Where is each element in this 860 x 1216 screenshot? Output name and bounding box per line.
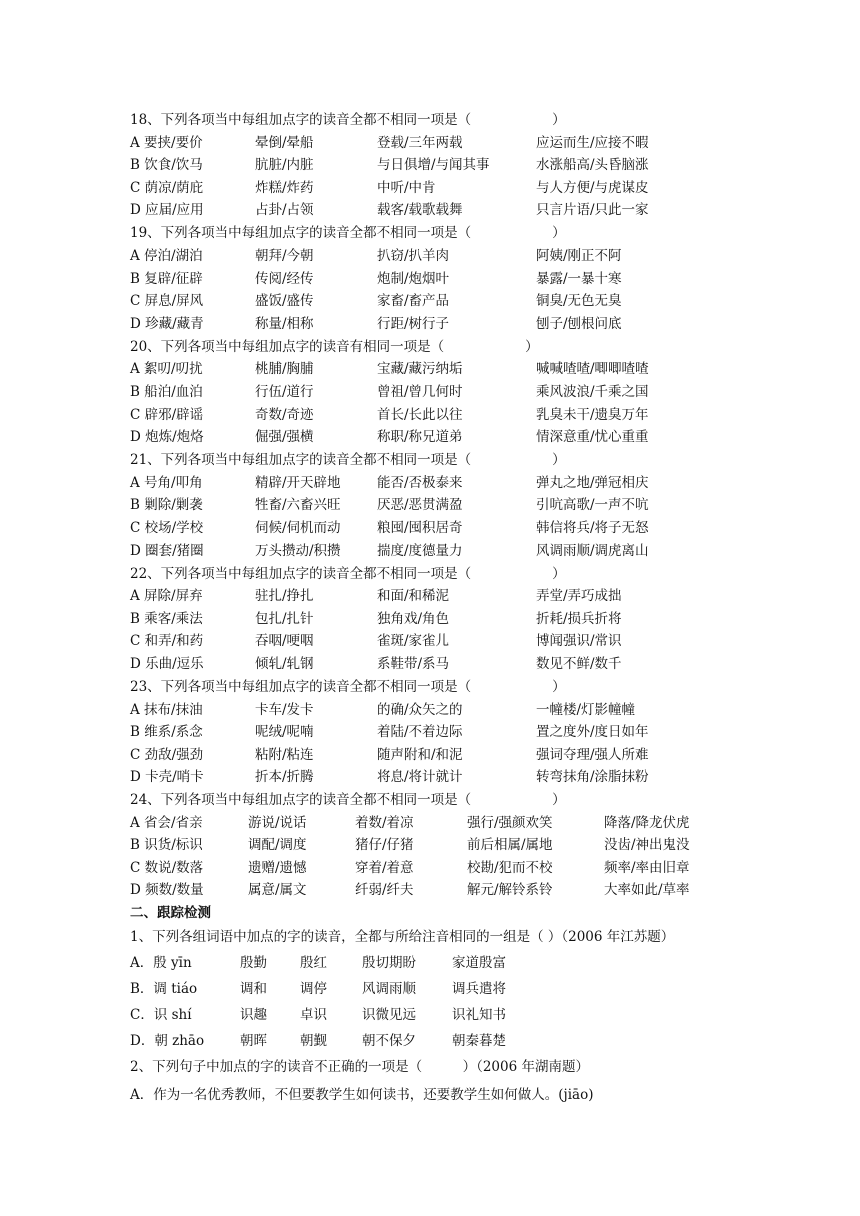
- option-cell: 倔强/强横: [255, 429, 314, 446]
- option-cell: 随声附和/和泥: [377, 746, 463, 763]
- tracking-option-cell: C．识 shí: [130, 1007, 192, 1023]
- option-cell: 和面/和稀泥: [377, 588, 450, 605]
- option-cell: 引吭高歌/一声不吭: [536, 497, 649, 514]
- option-cell: 晕倒/晕船: [255, 134, 314, 151]
- option-cell: 阿姨/刚正不阿: [536, 248, 622, 264]
- option-cell: 降落/降龙伏虎: [604, 814, 690, 831]
- option-cell: D 圈套/猪圈: [130, 542, 204, 559]
- option-cell: 牲畜/六畜兴旺: [255, 497, 341, 514]
- option-cell: 情深意重/忧心重重: [536, 429, 649, 446]
- option-cell: 传阅/经传: [255, 270, 314, 287]
- option-cell: 吞咽/哽咽: [255, 633, 314, 650]
- option-cell: 包扎/扎针: [255, 610, 314, 627]
- tracking-option-cell: 朝不保夕: [362, 1033, 416, 1049]
- option-cell: 奇数/奇迹: [255, 406, 314, 423]
- option-cell: 桃脯/胸脯: [255, 361, 314, 378]
- option-cell: 只言片语/只此一家: [536, 202, 649, 219]
- option-cell: 解元/解铃系铃: [467, 882, 553, 899]
- option-cell: 乳臭未干/遗臭万年: [536, 406, 649, 423]
- tracking-option-cell: 识微见远: [362, 1007, 416, 1023]
- option-cell: 宝藏/藏污纳垢: [377, 361, 463, 378]
- option-cell: 前后相属/属地: [467, 837, 553, 854]
- option-cell: B 复辟/征辟: [130, 270, 203, 287]
- option-cell: 精辟/开天辟地: [255, 474, 341, 491]
- option-cell: 置之度外/度日如年: [536, 724, 649, 741]
- option-cell: 登载/三年两载: [377, 134, 463, 151]
- option-cell: 揣度/度德量力: [377, 542, 463, 559]
- tracking-q2-title: 2、下列句子中加点的字的读音不正确的一项是（ ）（2006 年湖南题）: [130, 1059, 589, 1075]
- option-cell: 着数/着凉: [355, 814, 414, 831]
- option-cell: A 抹布/抹油: [130, 701, 203, 718]
- option-cell: 万头攒动/积攒: [255, 542, 341, 559]
- option-cell: D 应届/应用: [130, 202, 204, 219]
- option-cell: D 珍藏/藏青: [130, 315, 204, 332]
- option-cell: 暴露/一暴十寒: [536, 270, 622, 287]
- option-cell: D 乐曲/逗乐: [130, 656, 204, 672]
- option-cell: C 辟邪/辟谣: [130, 406, 204, 423]
- option-cell: 炮制/炮烟叶: [377, 270, 450, 287]
- tracking-option-cell: B．调 tiáo: [130, 981, 198, 997]
- option-cell: 铜臭/无色无臭: [536, 293, 622, 310]
- option-cell: 猪仔/仔猪: [355, 837, 414, 854]
- option-cell: D 频数/数量: [130, 882, 204, 899]
- option-cell: 首长/长此以往: [377, 406, 463, 423]
- tracking-q1-title: 1、下列各组词语中加点的字的读音，全都与所给注音相同的一组是（ ）（2006 年江苏题）: [130, 929, 675, 945]
- option-cell: 转弯抹角/涂脂抹粉: [536, 769, 649, 786]
- question-title: 18、下列各项当中每组加点字的读音全都不相同一项是（ ）: [130, 112, 566, 128]
- option-cell: B 维系/系念: [130, 724, 203, 741]
- tracking-option-cell: 调兵遣将: [452, 981, 506, 997]
- option-cell: 的确/众矢之的: [377, 701, 463, 718]
- option-cell: 遗赠/遗憾: [248, 859, 307, 876]
- option-cell: 炸糕/炸药: [255, 179, 314, 196]
- option-cell: B 饮食/饮马: [130, 157, 203, 174]
- option-cell: 朝拜/今朝: [255, 248, 314, 264]
- option-cell: 倾轧/轧钢: [255, 656, 314, 672]
- option-cell: 行伍/道行: [255, 384, 314, 400]
- tracking-option-cell: 朝觐: [300, 1033, 327, 1049]
- question-title: 21、下列各项当中每组加点字的读音全都不相同一项是（ ）: [130, 452, 566, 469]
- option-cell: 大率如此/草率: [604, 882, 690, 899]
- option-cell: 驻扎/挣扎: [255, 588, 314, 605]
- question-title: 19、下列各项当中每组加点字的读音全都不相同一项是（ ）: [130, 225, 566, 242]
- option-cell: C 荫凉/荫庇: [130, 179, 204, 196]
- option-cell: 粮囤/囤积居奇: [377, 520, 463, 536]
- option-cell: 与日俱增/与闻其事: [377, 157, 490, 174]
- option-cell: B 剿除/剿袭: [130, 497, 203, 514]
- option-cell: 游说/说话: [248, 814, 307, 831]
- option-cell: 呢绒/呢喃: [255, 724, 314, 741]
- tracking-option-cell: D．朝 zhāo: [130, 1033, 205, 1049]
- tracking-option-cell: 识礼知书: [452, 1007, 506, 1023]
- option-cell: A 号角/叩角: [130, 474, 203, 491]
- question-title: 23、下列各项当中每组加点字的读音全都不相同一项是（ ）: [130, 679, 566, 695]
- option-cell: C 数说/数落: [130, 859, 204, 876]
- option-cell: 弄堂/弄巧成拙: [536, 588, 622, 605]
- tracking-q2-option-a: A．作为一名优秀教师，不但要教学生如何读书，还要教学生如何做人。(jiāo): [130, 1087, 594, 1103]
- option-cell: 水涨船高/头昏脑涨: [536, 157, 649, 174]
- option-cell: 折本/折腾: [255, 769, 314, 786]
- option-cell: 厌恶/恶贯满盈: [377, 497, 463, 514]
- option-cell: 乘风波浪/千乘之国: [536, 384, 649, 400]
- option-cell: 没齿/神出鬼没: [604, 837, 690, 854]
- option-cell: 弹丸之地/弹冠相庆: [536, 474, 649, 491]
- option-cell: 载客/载歌载舞: [377, 202, 463, 219]
- option-cell: 能否/否极泰来: [377, 474, 463, 491]
- option-cell: 属意/属文: [248, 882, 307, 899]
- option-cell: 中听/中肯: [377, 179, 436, 196]
- option-cell: A 省会/省亲: [130, 814, 203, 831]
- option-cell: 数见不鲜/数千: [536, 656, 622, 672]
- option-cell: 行距/树行子: [377, 315, 450, 332]
- option-cell: 独角戏/角色: [377, 610, 450, 627]
- tracking-option-cell: 卓识: [300, 1007, 327, 1023]
- option-cell: 穿着/着意: [355, 859, 414, 876]
- option-cell: 卡车/发卡: [255, 701, 314, 718]
- option-cell: 调配/调度: [248, 837, 307, 854]
- question-title: 22、下列各项当中每组加点字的读音全都不相同一项是（ ）: [130, 565, 566, 582]
- option-cell: 应运而生/应接不暇: [536, 134, 649, 151]
- tracking-option-cell: 家道殷富: [452, 955, 506, 971]
- option-cell: D 炮炼/炮烙: [130, 429, 204, 446]
- option-cell: 强词夺理/强人所难: [536, 746, 649, 763]
- option-cell: D 卡壳/哨卡: [130, 769, 204, 786]
- option-cell: C 屏息/屏风: [130, 293, 204, 310]
- tracking-option-cell: 殷红: [300, 955, 327, 971]
- option-cell: 韩信将兵/将子无怒: [536, 520, 649, 536]
- option-cell: C 校场/学校: [130, 520, 204, 536]
- tracking-option-cell: 殷切期盼: [362, 955, 416, 971]
- option-cell: 将息/将计就计: [377, 769, 463, 786]
- option-cell: 雀斑/家雀儿: [377, 633, 450, 650]
- option-cell: 刨子/刨根问底: [536, 315, 622, 332]
- option-cell: 频率/率由旧章: [604, 859, 690, 876]
- option-cell: 校勘/犯而不校: [467, 859, 553, 876]
- option-cell: 扒窃/扒羊肉: [377, 248, 450, 264]
- option-cell: 强行/强颜欢笑: [467, 814, 553, 831]
- option-cell: 称职/称兄道弟: [377, 429, 463, 446]
- option-cell: B 乘客/乘法: [130, 610, 203, 627]
- question-title: 24、下列各项当中每组加点字的读音全都不相同一项是（ ）: [130, 792, 566, 808]
- option-cell: 盛饭/盛传: [255, 293, 314, 310]
- option-cell: 家畜/畜产品: [377, 293, 450, 310]
- tracking-option-cell: 风调雨顺: [362, 981, 416, 997]
- option-cell: 纤弱/纤夫: [355, 882, 414, 899]
- option-cell: 一幢楼/灯影幢幢: [536, 701, 636, 718]
- option-cell: 肮脏/内脏: [255, 157, 314, 174]
- option-cell: 博闻强识/常识: [536, 633, 622, 650]
- option-cell: 伺候/伺机而动: [255, 520, 341, 536]
- option-cell: A 停泊/湖泊: [130, 248, 203, 264]
- tracking-option-cell: 殷勤: [240, 955, 267, 971]
- tracking-option-cell: 调停: [300, 981, 327, 997]
- option-cell: C 和弄/和药: [130, 633, 204, 650]
- option-cell: 称量/相称: [255, 315, 314, 332]
- option-cell: B 船泊/血泊: [130, 384, 203, 400]
- tracking-option-cell: 朝晖: [240, 1033, 267, 1049]
- option-cell: A 要挟/要价: [130, 134, 203, 151]
- option-cell: A 絮叨/叨扰: [130, 361, 203, 378]
- question-title: 20、下列各项当中每组加点字的读音有相同一项是（ ）: [130, 338, 539, 355]
- option-cell: 占卦/占领: [255, 202, 314, 219]
- option-cell: C 劲敌/强劲: [130, 746, 204, 763]
- tracking-option-cell: A．殷 yīn: [130, 955, 192, 971]
- option-cell: 喊喊喳喳/唧唧喳喳: [536, 361, 649, 378]
- option-cell: 折耗/损兵折将: [536, 610, 622, 627]
- option-cell: 风调雨顺/调虎离山: [536, 542, 649, 559]
- option-cell: 粘附/粘连: [255, 746, 314, 763]
- option-cell: B 识货/标识: [130, 837, 203, 854]
- tracking-option-cell: 识趣: [240, 1007, 267, 1023]
- tracking-option-cell: 调和: [240, 981, 267, 997]
- option-cell: 与人方便/与虎谋皮: [536, 179, 649, 196]
- section-heading: 二、跟踪检测: [130, 905, 211, 921]
- option-cell: A 屏除/屏弃: [130, 588, 203, 605]
- option-cell: 着陆/不着边际: [377, 724, 463, 741]
- option-cell: 系鞋带/系马: [377, 656, 450, 672]
- tracking-option-cell: 朝秦暮楚: [452, 1033, 506, 1049]
- option-cell: 曾祖/曾几何时: [377, 384, 463, 400]
